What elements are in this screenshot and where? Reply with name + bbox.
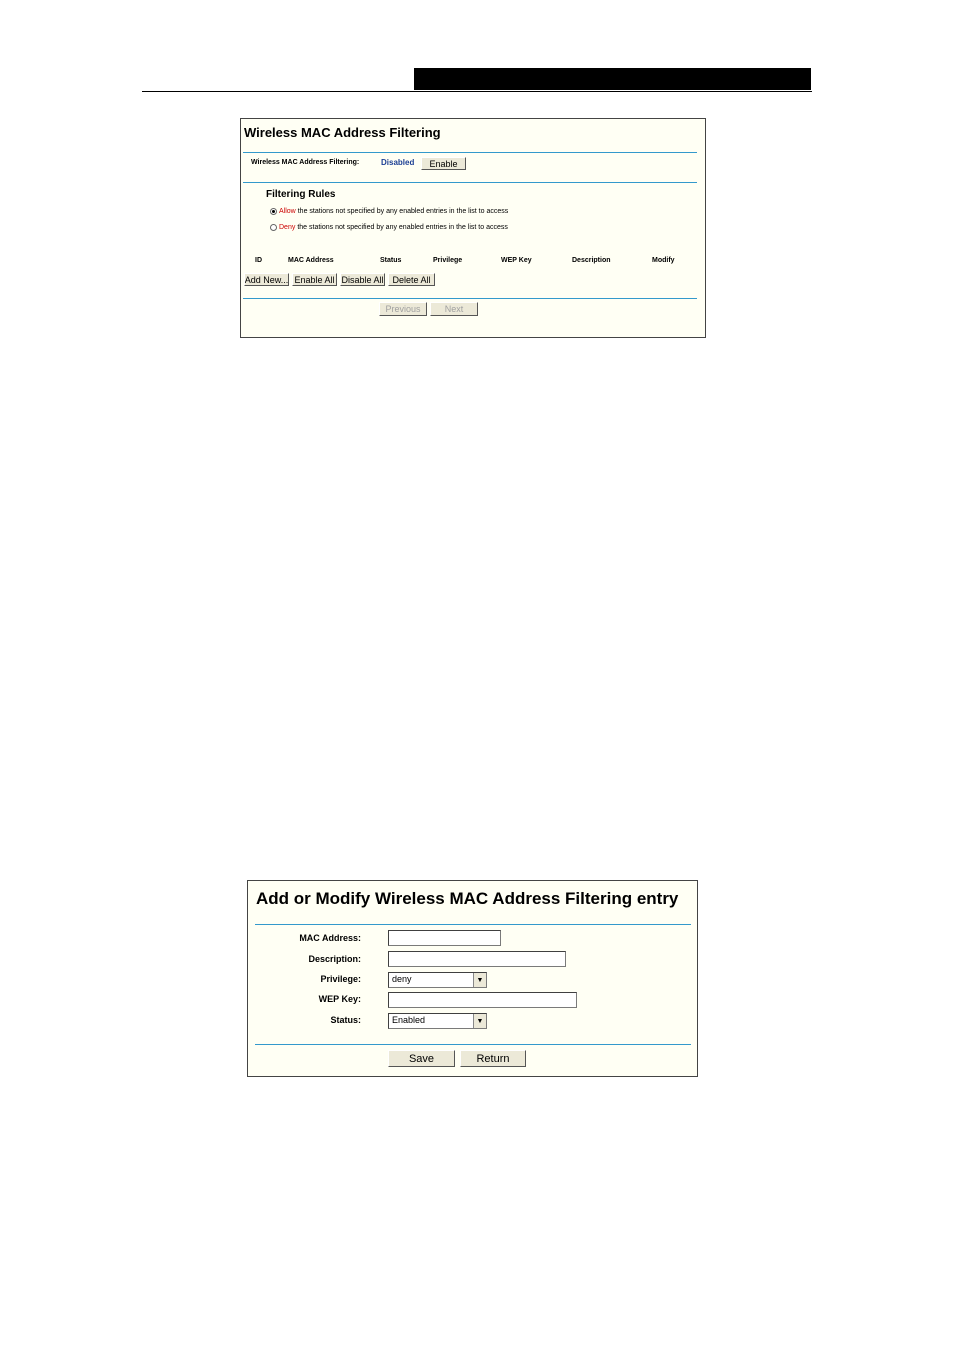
column-header-mac-address: MAC Address	[288, 257, 334, 264]
rule-allow-row[interactable]	[270, 208, 508, 215]
column-header-privilege: Privilege	[433, 257, 463, 264]
column-header-modify: Modify	[652, 257, 675, 264]
wep-key-field[interactable]	[388, 992, 577, 1008]
rule-allow-keyword: Allow	[279, 208, 296, 215]
filter-status-value: Disabled	[381, 158, 415, 167]
divider	[243, 152, 697, 153]
enable-all-button[interactable]: Enable All	[292, 273, 337, 286]
column-header-wep-key: WEP Key	[501, 257, 532, 264]
panel-title: Wireless MAC Address Filtering	[244, 125, 441, 140]
chevron-down-icon[interactable]: ▼	[473, 973, 486, 987]
add-new-button[interactable]: Add New...	[244, 274, 289, 285]
next-button[interactable]: Next	[430, 302, 478, 316]
delete-all-button[interactable]: Delete All	[388, 273, 435, 286]
filtering-rules-title: Filtering Rules	[266, 189, 336, 200]
privilege-label: Privilege:	[320, 974, 361, 984]
enable-filtering-button[interactable]: Enable	[421, 157, 466, 170]
return-button[interactable]: Return	[460, 1050, 526, 1067]
status-selected-value: Enabled	[392, 1015, 426, 1025]
divider	[255, 1044, 691, 1045]
privilege-select[interactable]	[388, 972, 487, 988]
description-label: Description:	[308, 954, 361, 964]
page-header-bar	[414, 68, 811, 90]
panel-title: Add or Modify Wireless MAC Address Filtering entry	[256, 889, 679, 908]
entry-panel	[247, 880, 698, 1077]
column-header-status: Status	[380, 257, 402, 264]
radio-icon[interactable]	[270, 208, 277, 215]
rule-deny-keyword: Deny	[279, 224, 296, 231]
description-field[interactable]	[388, 951, 566, 967]
status-select[interactable]	[388, 1013, 487, 1029]
rule-deny-text: the stations not specified by any enabled entries in the list to access	[297, 224, 508, 231]
status-label: Status:	[330, 1015, 361, 1025]
radio-icon[interactable]	[270, 224, 277, 231]
divider	[243, 298, 697, 299]
column-header-id: ID	[255, 257, 262, 264]
divider	[255, 924, 691, 925]
rule-allow-text: the stations not specified by any enabled entries in the list to access	[297, 208, 509, 215]
column-header-description: Description	[572, 257, 611, 264]
mac-address-field[interactable]	[388, 930, 501, 946]
page-header-rule	[142, 91, 812, 92]
rule-deny-row[interactable]	[270, 224, 508, 231]
save-button[interactable]: Save	[388, 1050, 455, 1067]
chevron-down-icon[interactable]: ▼	[473, 1014, 486, 1028]
disable-all-button[interactable]: Disable All	[341, 274, 384, 285]
privilege-selected-value: deny	[392, 974, 412, 984]
filter-status-label: Wireless MAC Address Filtering:	[251, 159, 360, 166]
wep-key-label: WEP Key:	[318, 994, 361, 1004]
mac-filter-panel	[240, 118, 706, 338]
previous-button[interactable]: Previous	[379, 302, 427, 316]
mac-address-label: MAC Address:	[299, 933, 361, 943]
divider	[243, 182, 697, 183]
